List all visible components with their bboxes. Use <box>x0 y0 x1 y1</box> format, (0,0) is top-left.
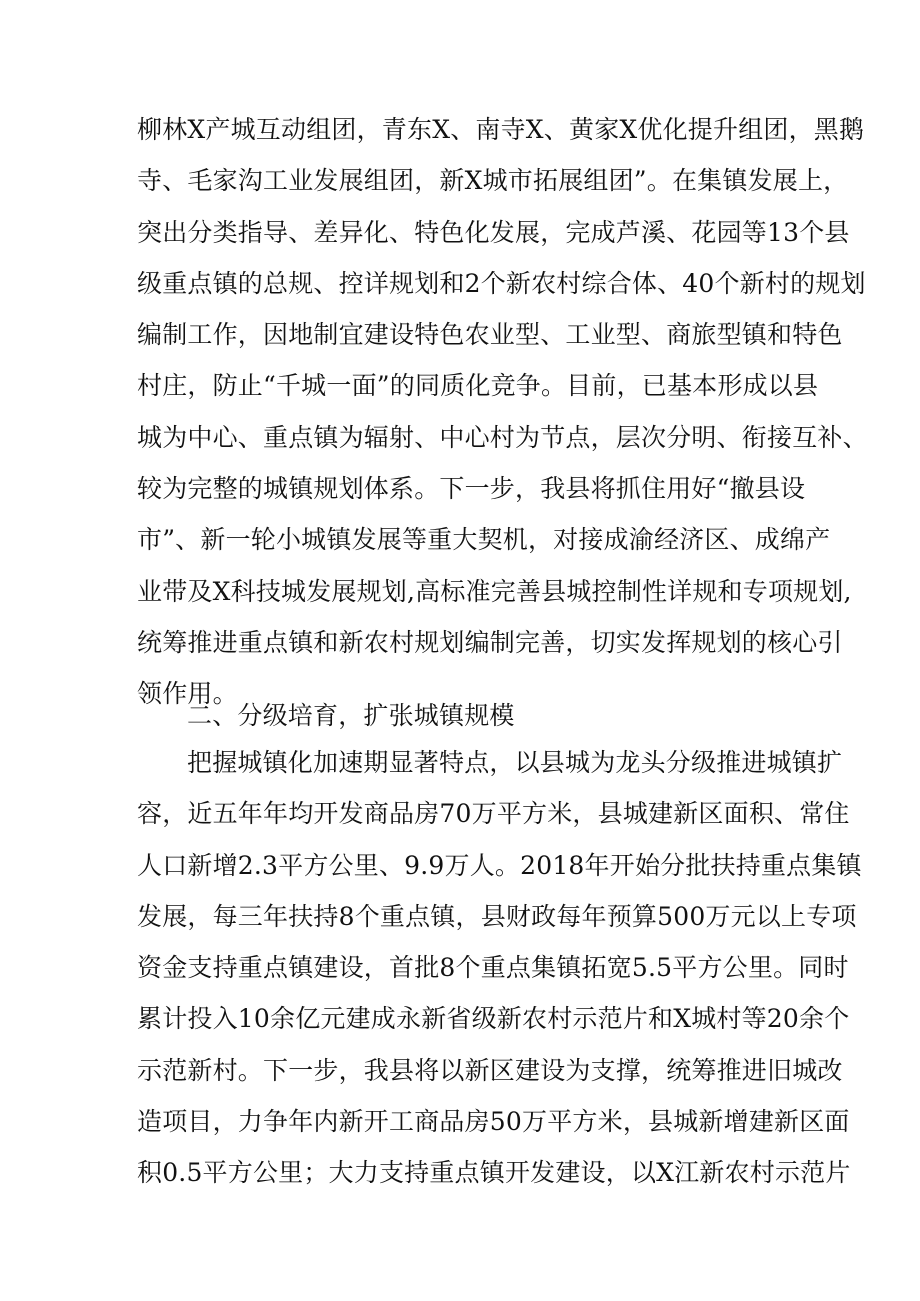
paragraph-line: 造项目，力争年内新开工商品房50万平方米，县城新增建新区面 <box>137 1107 850 1137</box>
paragraph-line: 突出分类指导、差异化、特色化发展，完成芦溪、花园等13个县 <box>137 217 850 247</box>
paragraph-line: 累计投入10余亿元建成永新省级新农村示范片和X城村等20余个 <box>137 1004 850 1034</box>
paragraph-line: 市”、新一轮小城镇发展等重大契机，对接成渝经济区、成绵产 <box>137 525 831 555</box>
paragraph-line: 业带及X科技城发展规划,高标准完善县城控制性详规和专项规划, <box>137 576 852 606</box>
paragraph-line: 示范新村。下一步，我县将以新区建设为支撑，统筹推进旧城改 <box>137 1055 843 1085</box>
paragraph-line: 积0.5平方公里；大力支持重点镇开发建设，以X江新农村示范片 <box>137 1158 851 1188</box>
paragraph-line: 城为中心、重点镇为辐射、中心村为节点，层次分明、衔接互补、 <box>137 422 868 452</box>
section-heading <box>137 690 797 741</box>
paragraph-1 <box>137 104 868 720</box>
paragraph-line: 领作用。 <box>137 679 238 709</box>
paragraph-line: 村庄，防止“千城一面”的同质化竞争。目前，已基本形成以县 <box>137 371 819 401</box>
paragraph-line: 编制工作，因地制宜建设特色农业型、工业型、商旅型镇和特色 <box>137 320 843 350</box>
paragraph-line: 把握城镇化加速期显著特点，以县城为龙头分级推进城镇扩 <box>187 748 843 777</box>
paragraph-line: 寺、毛家沟工业发展组团，新X城市拓展组团”。在集镇发展上， <box>137 166 849 196</box>
paragraph-line: 发展，每三年扶持8个重点镇，县财政每年预算500万元以上专项 <box>137 901 857 931</box>
section-heading-text: 二、分级培育，扩张城镇规模 <box>187 701 515 730</box>
paragraph-line: 较为完整的城镇规划体系。下一步，我县将抓住用好“撤县设 <box>137 474 806 504</box>
paragraph-line: 级重点镇的总规、控详规划和2个新农村综合体、40个新村的规划 <box>137 268 866 298</box>
paragraph-2 <box>137 737 862 1199</box>
paragraph-line: 资金支持重点镇建设，首批8个重点集镇拓宽5.5平方公里。同时 <box>137 953 849 983</box>
paragraph-line: 统筹推进重点镇和新农村规划编制完善，切实发挥规划的核心引 <box>137 627 843 657</box>
paragraph-line: 容，近五年年均开发商品房70万平方米，县城建新区面积、常住 <box>137 799 850 829</box>
paragraph-line: 柳林X产城互动组团，青东X、南寺X、黄家X优化提升组团，黑鹅 <box>137 115 865 144</box>
paragraph-line: 人口新增2.3平方公里、9.9万人。2018年开始分批扶持重点集镇 <box>137 850 862 880</box>
